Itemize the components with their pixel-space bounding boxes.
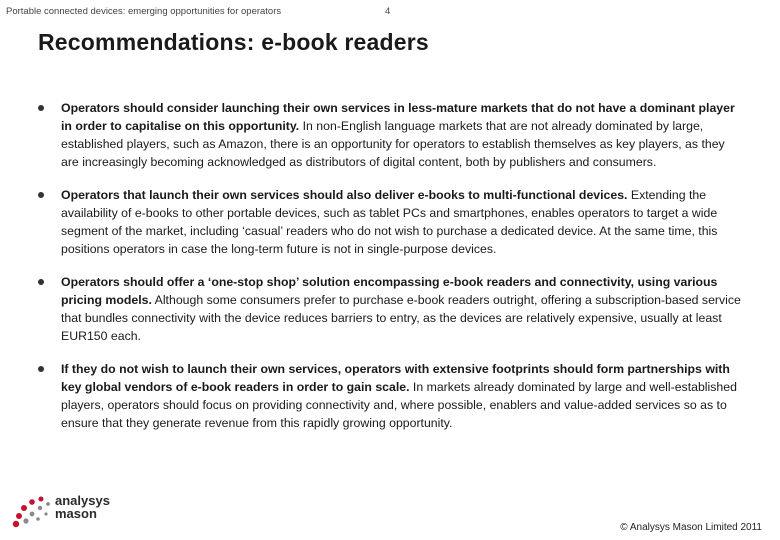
bullet-icon <box>38 366 44 372</box>
bullet-icon <box>38 105 44 111</box>
analysys-mason-logo <box>10 494 120 534</box>
slide-title: Recommendations: e-book readers <box>38 29 429 55</box>
bullet-icon <box>38 192 44 198</box>
document-header: Portable connected devices: emerging opportunities for operators <box>6 6 282 17</box>
logo-line-2: mason <box>55 506 97 521</box>
bullet-headline: Operators should consider launching their own services in less-mature markets that do not have a dominant player in order to capitalise on this opportunity. <box>61 101 735 133</box>
copyright-notice: © Analysys Mason Limited 2011 <box>620 522 762 533</box>
bullet-text: In markets already dominated by large and well-established players, operators should focus on providing connectivity and, where possible, enablers and value-added services so as to ensure that they generate revenue from this rapidly growing opportunity. <box>61 380 737 430</box>
bullet-item <box>38 186 744 258</box>
bullet-icon <box>38 279 44 285</box>
bullet-text: Although some consumers prefer to purchase e-book readers outright, offering a subscription-based service that bundles connectivity with the device reduces barriers to entry, as the devices are relatively expensive, usually at least EUR150 each. <box>61 293 741 343</box>
page-number: 4 <box>385 6 391 17</box>
logo-line-1: analysys <box>55 493 110 508</box>
logo-wordmark <box>55 494 110 520</box>
bullet-item <box>38 273 744 345</box>
recommendations-list <box>38 99 744 447</box>
bullet-item <box>38 360 744 432</box>
bullet-text: In non-English language markets that are not already dominated by large, established players, such as Amazon, there is an opportunity for operators to establish themselves as key players, as they are increasingly becoming acknowledged as distributors of digital content, both by publishers and consumers. <box>61 119 725 169</box>
bullet-headline: Operators that launch their own services should also deliver e-books to multi-functional devices. <box>61 188 628 202</box>
logo-dots-icon <box>10 494 54 534</box>
bullet-headline: If they do not wish to launch their own services, operators with extensive footprints should form partnerships with key global vendors of e-book readers in order to gain scale. <box>61 362 730 394</box>
bullet-headline: Operators should offer a ‘one-stop shop’ solution encompassing e-book readers and connectivity, using various pricing models. <box>61 275 718 307</box>
bullet-text: Extending the availability of e-books to other portable devices, such as tablet PCs and smartphones, enables operators to target a wide segment of the market, including ‘casual’ readers who do not wish to purchase a dedicated device. At the same time, this positions operators in case the long-term future is not in single-purpose devices. <box>61 188 718 256</box>
bullet-item <box>38 99 744 171</box>
